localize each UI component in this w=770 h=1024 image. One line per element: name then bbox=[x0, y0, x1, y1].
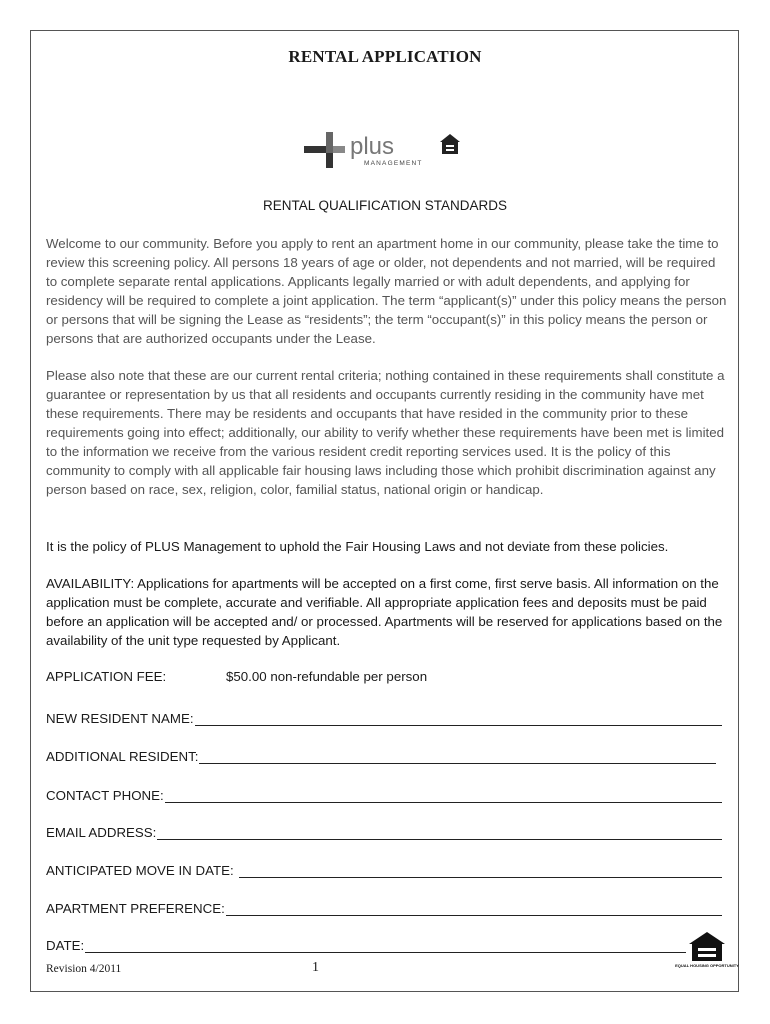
blank-line[interactable] bbox=[195, 711, 722, 726]
policy-paragraph: It is the policy of PLUS Management to uphold the Fair Housing Laws and not deviate from these policies. bbox=[46, 539, 669, 554]
apartment-preference-field[interactable] bbox=[46, 896, 722, 916]
contact-phone-field[interactable] bbox=[46, 783, 722, 803]
field-label: DATE: bbox=[46, 938, 85, 953]
application-fee-label: APPLICATION FEE: bbox=[46, 669, 167, 684]
new-resident-name-field[interactable] bbox=[46, 706, 722, 726]
additional-resident-field[interactable] bbox=[46, 744, 716, 764]
date-field[interactable] bbox=[46, 933, 686, 953]
blank-line[interactable] bbox=[157, 825, 722, 840]
application-fee-value: $50.00 non-refundable per person bbox=[226, 669, 428, 684]
page-border bbox=[30, 30, 739, 992]
field-label: ADDITIONAL RESIDENT: bbox=[46, 749, 199, 764]
field-label: CONTACT PHONE: bbox=[46, 788, 164, 803]
equal-housing-opportunity-icon bbox=[675, 930, 739, 972]
blank-line[interactable] bbox=[165, 788, 722, 803]
criteria-paragraph: Please also note that these are our current rental criteria; nothing contained in these requirements shall constitute a guarantee or representation by us that all residents and occupants currently residing in the community have met these requirements. There may be residents and occupants that have resided in the community prior to these requirements going into effect; additionally, our ability to verify whether these requirements have been met is limited to the information we receive from the various resident credit reporting services used. It is the policy of this community to comply with all applicable fair housing laws including those which prohibit discrimination against any person based on race, sex, religion, color, familial status, national origin or handicap. bbox=[46, 368, 725, 497]
blank-line[interactable] bbox=[226, 901, 722, 916]
page-number: 1 bbox=[312, 960, 319, 975]
field-label: ANTICIPATED MOVE IN DATE: bbox=[46, 863, 234, 878]
equal-housing-small-icon bbox=[440, 134, 460, 154]
blank-line[interactable] bbox=[85, 938, 686, 953]
welcome-paragraph: Welcome to our community. Before you apply to rent an apartment home in our community, please take the time to review this screening policy. All persons 18 years of age or older, not dependents and not married, will be required to complete separate rental applications. Applicants legally married or with adult dependents, and applying for residency will be required to complete a joint application. The term “applicant(s)” under this policy means the person or persons that will be signing the Lease as “residents”; the term “occupant(s)” in this policy means the person or persons that are authorized occupants under the Lease. bbox=[46, 236, 727, 346]
email-address-field[interactable] bbox=[46, 820, 722, 840]
plus-cross-icon bbox=[304, 132, 345, 168]
blank-line[interactable] bbox=[239, 863, 722, 878]
svg-text:EQUAL HOUSING OPPORTUNITY: EQUAL HOUSING OPPORTUNITY bbox=[675, 963, 739, 968]
section-heading: RENTAL QUALIFICATION STANDARDS bbox=[262, 198, 508, 213]
move-in-date-field[interactable] bbox=[46, 858, 722, 878]
page-title: RENTAL APPLICATION bbox=[288, 47, 482, 66]
blank-line[interactable] bbox=[199, 749, 716, 764]
svg-text:plus: plus bbox=[350, 133, 395, 160]
field-label: EMAIL ADDRESS: bbox=[46, 825, 157, 840]
field-label: APARTMENT PREFERENCE: bbox=[46, 901, 225, 916]
svg-text:MANAGEMENT: MANAGEMENT bbox=[364, 160, 423, 167]
plus-management-logo bbox=[300, 128, 470, 170]
availability-paragraph: AVAILABILITY: Applications for apartments will be accepted on a first come, first serve basis. All information on the application must be complete, accurate and verifiable. All appropriate application fees and deposits must be paid before an application will be accepted and/ or processed. Apartments will be reserved for applications based on the availability of the unit type requested by Applicant. bbox=[46, 576, 723, 648]
revision-label: Revision 4/2011 bbox=[46, 963, 122, 975]
field-label: NEW RESIDENT NAME: bbox=[46, 711, 194, 726]
